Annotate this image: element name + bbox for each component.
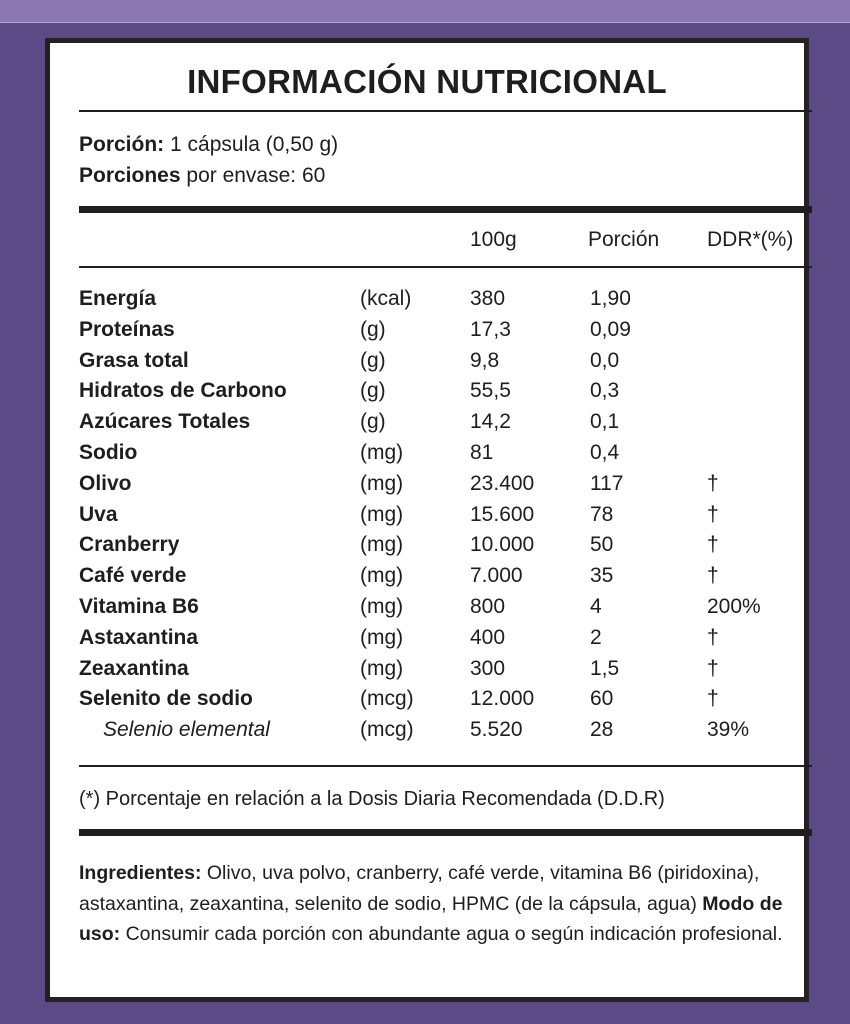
- nutrient-unit: (mg): [360, 441, 404, 464]
- header-divider: [79, 266, 812, 268]
- table-row: [50, 379, 804, 410]
- value-per-100g: 81: [470, 441, 494, 464]
- ddr-footnote: (*) Porcentaje en relación a la Dosis Diaria Recomendada (D.D.R): [79, 788, 665, 810]
- serving-size: [79, 133, 338, 157]
- table-row: [50, 533, 804, 564]
- value-per-portion: 0,1: [590, 410, 620, 434]
- value-ddr: †: [707, 533, 719, 557]
- nutrient-name: Café verde: [79, 564, 187, 588]
- value-per-portion: 0,0: [590, 348, 620, 372]
- nutrient-unit: (g): [360, 348, 386, 372]
- value-per-100g: 14,2: [470, 410, 511, 434]
- nutrient-name: Azúcares Totales: [79, 410, 251, 434]
- column-header-ddr: DDR*(%): [707, 228, 794, 251]
- value-per-portion: 0,3: [590, 379, 620, 403]
- table-row: [50, 503, 804, 534]
- table-row: [50, 287, 804, 318]
- value-per-100g: 17,3: [470, 317, 511, 341]
- table-row: [50, 318, 804, 349]
- value-ddr: †: [707, 502, 719, 526]
- nutrient-name: Proteínas: [79, 317, 175, 341]
- ingredients-block: [79, 858, 814, 950]
- servings-label: Porciones: [79, 164, 181, 187]
- value-per-portion: 0,4: [590, 441, 620, 464]
- top-color-band: [0, 0, 850, 23]
- nutrient-name: Grasa total: [79, 348, 189, 372]
- value-per-portion: 35: [590, 564, 614, 588]
- nutrient-name: Zeaxantina: [79, 656, 189, 680]
- nutrient-name: Uva: [79, 502, 118, 526]
- table-row: [50, 595, 804, 626]
- nutrition-facts-panel: [45, 38, 809, 1002]
- nutrient-unit: (g): [360, 379, 386, 403]
- nutrient-unit: (g): [360, 410, 386, 434]
- portion-value: 1 cápsula (0,50 g): [170, 133, 339, 156]
- value-per-portion: 78: [590, 502, 614, 526]
- ingredients-label: Ingredientes:: [79, 862, 202, 884]
- nutrient-name: Selenito de sodio: [79, 687, 253, 711]
- value-per-100g: 800: [470, 595, 506, 618]
- nutrient-unit: (mcg): [360, 687, 414, 711]
- table-divider: [79, 765, 812, 767]
- usage-text: Consumir cada porción con abundante agua o según indicación profesional.: [125, 923, 783, 945]
- value-per-100g: 23.400: [470, 471, 535, 495]
- nutrient-unit: (mg): [360, 625, 404, 649]
- value-ddr: †: [707, 687, 719, 711]
- nutrient-name: Astaxantina: [79, 625, 199, 649]
- title-divider: [79, 110, 812, 112]
- nutrient-name: Sodio: [79, 441, 138, 464]
- value-per-100g: 5.520: [470, 718, 523, 742]
- nutrient-name: Cranberry: [79, 533, 180, 557]
- table-row: [50, 718, 804, 749]
- nutrient-name: Vitamina B6: [79, 595, 199, 618]
- value-per-100g: 10.000: [470, 533, 535, 557]
- value-per-portion: 50: [590, 533, 614, 557]
- nutrient-name: Hidratos de Carbono: [79, 379, 287, 403]
- nutrient-unit: (mg): [360, 564, 404, 588]
- value-ddr: †: [707, 471, 719, 495]
- value-per-portion: 4: [590, 595, 602, 618]
- column-header-100g: 100g: [470, 228, 517, 251]
- serving-divider: [79, 206, 812, 213]
- nutrient-unit: (mg): [360, 595, 404, 618]
- value-per-100g: 12.000: [470, 687, 535, 711]
- table-row: [50, 657, 804, 688]
- ingredients-text: Olivo, uva polvo, cranberry, café verde, vitamina B6 (piridoxina), astaxantina, zeaxantina, selenito de sodio, HPMC (de la cápsula, agua): [79, 862, 760, 915]
- usage-label: Modo de uso:: [79, 892, 783, 945]
- value-per-portion: 0,09: [590, 317, 631, 341]
- nutrient-unit: (mg): [360, 502, 404, 526]
- value-per-100g: 9,8: [470, 348, 500, 372]
- value-per-portion: 1,90: [590, 287, 631, 310]
- value-per-100g: 380: [470, 287, 506, 310]
- table-row: [50, 349, 804, 380]
- value-per-portion: 1,5: [590, 656, 620, 680]
- value-per-portion: 60: [590, 687, 614, 711]
- value-per-portion: 28: [590, 718, 614, 742]
- value-per-100g: 55,5: [470, 379, 511, 403]
- nutrient-unit: (mcg): [360, 718, 414, 742]
- value-per-portion: 117: [590, 471, 624, 495]
- nutrient-name: Olivo: [79, 471, 132, 495]
- column-header-portion: Porción: [588, 228, 660, 251]
- table-row: [50, 687, 804, 718]
- table-row: [50, 441, 804, 472]
- portion-label: Porción:: [79, 133, 165, 156]
- value-per-100g: 15.600: [470, 502, 535, 526]
- value-per-100g: 400: [470, 625, 506, 649]
- value-ddr: †: [707, 656, 719, 680]
- servings-value: por envase: 60: [186, 164, 326, 187]
- table-row: [50, 626, 804, 657]
- nutrient-unit: (g): [360, 317, 386, 341]
- nutrient-name: Selenio elemental: [103, 718, 270, 742]
- servings-per-container: [79, 164, 325, 188]
- value-per-100g: 7.000: [470, 564, 523, 588]
- value-ddr: 200%: [707, 595, 761, 618]
- nutrient-unit: (mg): [360, 656, 404, 680]
- nutrient-unit: (mg): [360, 533, 404, 557]
- value-per-100g: 300: [470, 656, 506, 680]
- nutrient-unit: (kcal): [360, 287, 412, 310]
- nutrient-unit: (mg): [360, 471, 404, 495]
- value-ddr: 39%: [707, 718, 750, 742]
- value-ddr: †: [707, 625, 719, 649]
- value-per-portion: 2: [590, 625, 602, 649]
- value-ddr: †: [707, 564, 719, 588]
- panel-title: INFORMACIÓN NUTRICIONAL: [187, 63, 667, 100]
- table-row: [50, 564, 804, 595]
- table-row: [50, 472, 804, 503]
- footnote-divider: [79, 829, 812, 836]
- nutrient-name: Energía: [79, 287, 157, 310]
- table-row: [50, 410, 804, 441]
